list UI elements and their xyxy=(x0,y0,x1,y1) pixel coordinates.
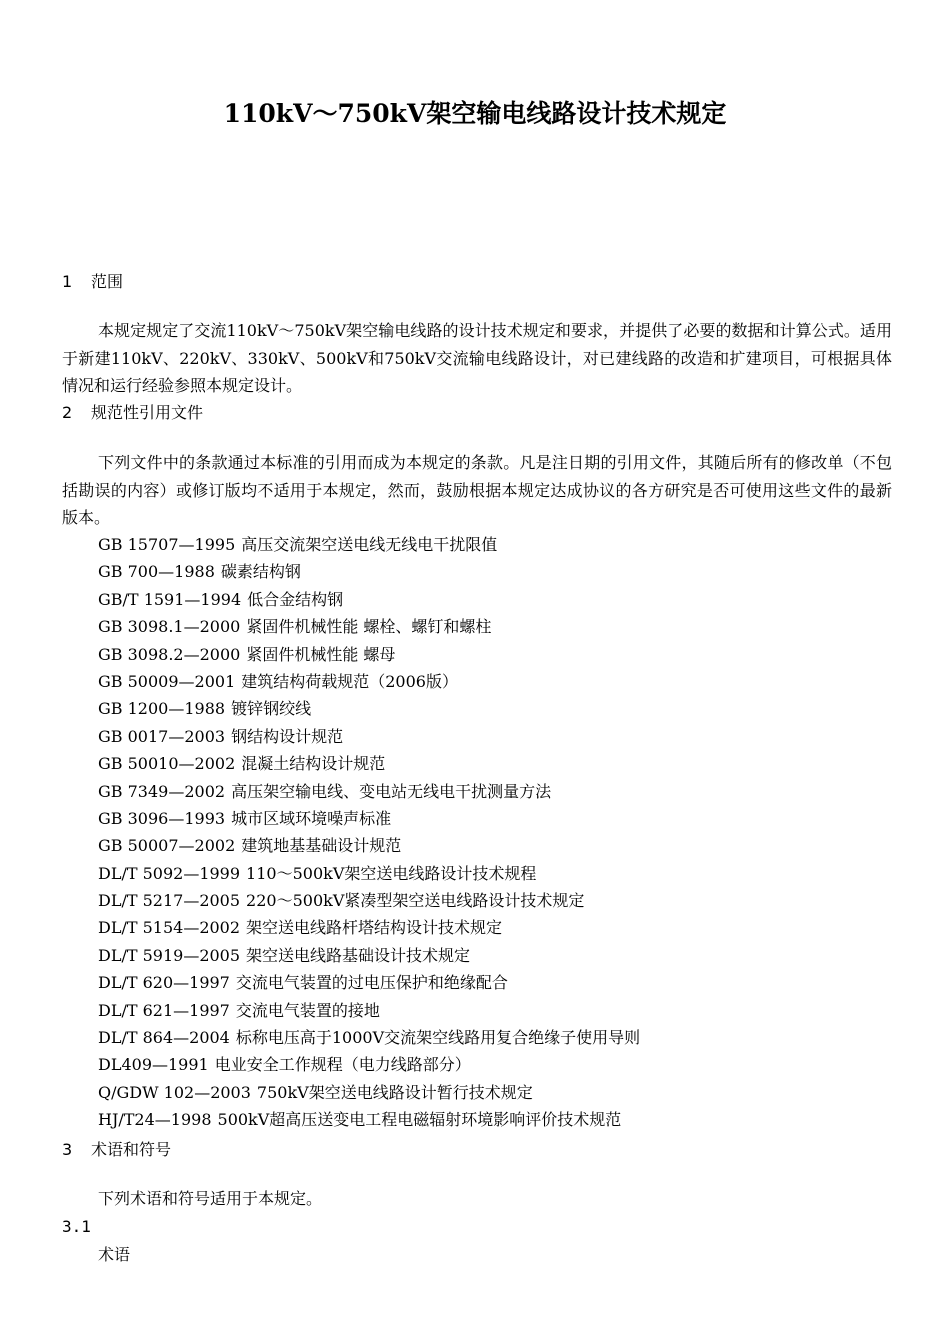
section-number: 1 xyxy=(62,272,73,291)
reference-item xyxy=(98,531,640,558)
reference-code: GB 700—1988 xyxy=(98,562,215,582)
reference-item xyxy=(98,1106,640,1133)
reference-code: DL/T 5092—1999 xyxy=(98,863,241,883)
reference-code: GB 50010—2002 xyxy=(98,754,236,774)
reference-code: GB 50007—2002 xyxy=(98,836,236,856)
reference-name: 220～500kV紧凑型架空送电线路设计技术规定 xyxy=(246,891,585,911)
section-title: 范围 xyxy=(91,272,124,291)
reference-name: 镀锌钢绞线 xyxy=(231,699,312,719)
section-heading-normative-refs xyxy=(62,401,203,425)
reference-code: HJ/T24—1998 xyxy=(98,1110,212,1130)
reference-name: 建筑结构荷载规范（2006版） xyxy=(241,671,458,691)
reference-name: 交流电气装置的过电压保护和绝缘配合 xyxy=(235,973,508,993)
subsection-title: 术语 xyxy=(98,1245,131,1264)
reference-code: GB/T 1591—1994 xyxy=(98,589,242,609)
reference-item xyxy=(98,832,640,859)
section-number: 2 xyxy=(62,403,73,422)
reference-name: 高压交流架空送电线无线电干扰限值 xyxy=(241,535,498,554)
reference-name: 城市区域环境噪声标准 xyxy=(231,808,392,828)
reference-code: DL409—1991 xyxy=(98,1055,209,1075)
reference-name: 钢结构设计规范 xyxy=(231,726,344,746)
reference-code: DL/T 5154—2002 xyxy=(98,918,241,938)
reference-name: 交流电气装置的接地 xyxy=(235,1000,380,1020)
reference-name: 低合金结构钢 xyxy=(247,589,344,609)
terms-paragraph: 下列术语和符号适用于本规定。 xyxy=(98,1189,323,1208)
reference-name: 建筑地基基础设计规范 xyxy=(241,836,402,856)
subsection-number: 3.1 xyxy=(62,1217,91,1236)
reference-code: GB 3098.2—2000 xyxy=(98,644,241,664)
reference-code: DL/T 864—2004 xyxy=(98,1028,230,1048)
reference-item xyxy=(98,969,640,996)
reference-code: Q/GDW 102—2003 xyxy=(98,1082,251,1102)
reference-item xyxy=(98,695,640,722)
reference-item xyxy=(98,887,640,914)
reference-code: DL/T 620—1997 xyxy=(98,973,230,993)
reference-item xyxy=(98,750,640,777)
reference-item xyxy=(98,641,640,668)
reference-code: DL/T 5919—2005 xyxy=(98,945,241,965)
scope-paragraph: 本规定规定了交流110kV～750kV架空输电线路的设计技术规定和要求，并提供了必要的数据和计算公式。适用于新建110kV、220kV、330kV、500kV和750kV交流输电线路设计，对已建线路的改造和扩建项目，可根据具体情况和运行经验参照本规定设计。 xyxy=(62,321,892,395)
reference-name: 750kV架空送电线路设计暂行技术规定 xyxy=(256,1082,533,1102)
section-title: 规范性引用文件 xyxy=(91,403,204,422)
reference-name: 高压架空输电线、变电站无线电干扰测量方法 xyxy=(231,781,552,801)
reference-code: GB 3096—1993 xyxy=(98,808,226,828)
reference-item xyxy=(98,860,640,887)
reference-code: GB 1200—1988 xyxy=(98,699,226,719)
section-heading-scope xyxy=(62,270,123,294)
reference-name: 110～500kV架空送电线路设计技术规程 xyxy=(246,863,537,883)
reference-name: 500kV超高压送变电工程电磁辐射环境影响评价技术规范 xyxy=(217,1110,622,1130)
reference-item xyxy=(98,558,640,585)
reference-name: 碳素结构钢 xyxy=(220,562,301,582)
reference-name: 电业安全工作规程（电力线路部分） xyxy=(214,1055,471,1075)
reference-item xyxy=(98,668,640,695)
reference-list xyxy=(98,531,640,1134)
reference-item xyxy=(98,942,640,969)
reference-name: 架空送电线路基础设计技术规定 xyxy=(246,945,471,965)
reference-item xyxy=(98,586,640,613)
normative-refs-paragraph: 下列文件中的条款通过本标准的引用而成为本规定的条款。凡是注日期的引用文件，其随后所有的修改单（不包括勘误的内容）或修订版均不适用于本规定，然而，鼓励根据本规定达成协议的各方研究是否可使用这些文件的最新版本。 xyxy=(62,453,892,527)
reference-name: 紧固件机械性能 螺母 xyxy=(246,644,396,664)
reference-code: GB 0017—2003 xyxy=(98,726,226,746)
reference-name: 紧固件机械性能 螺栓、螺钉和螺柱 xyxy=(246,617,492,637)
document-title: 110kV～750kV架空输电线路设计技术规定 xyxy=(223,99,727,128)
reference-code: GB 7349—2002 xyxy=(98,781,226,801)
reference-item xyxy=(98,1079,640,1106)
reference-item xyxy=(98,997,640,1024)
reference-name: 混凝土结构设计规范 xyxy=(241,754,386,774)
reference-item xyxy=(98,1051,640,1078)
reference-item xyxy=(98,613,640,640)
reference-item xyxy=(98,723,640,750)
reference-name: 架空送电线路杆塔结构设计技术规定 xyxy=(246,918,503,938)
reference-code: DL/T 621—1997 xyxy=(98,1000,230,1020)
reference-item xyxy=(98,805,640,832)
reference-code: GB 50009—2001 xyxy=(98,671,236,691)
section-heading-terms xyxy=(62,1138,171,1162)
reference-item xyxy=(98,914,640,941)
reference-code: GB 3098.1—2000 xyxy=(98,617,241,637)
reference-code: DL/T 5217—2005 xyxy=(98,891,241,911)
reference-name: 标称电压高于1000V交流架空线路用复合绝缘子使用导则 xyxy=(235,1028,641,1048)
reference-code: GB 15707—1995 xyxy=(98,535,236,554)
section-number: 3 xyxy=(62,1140,73,1159)
reference-item xyxy=(98,1024,640,1051)
section-title: 术语和符号 xyxy=(91,1140,172,1159)
reference-item xyxy=(98,778,640,805)
